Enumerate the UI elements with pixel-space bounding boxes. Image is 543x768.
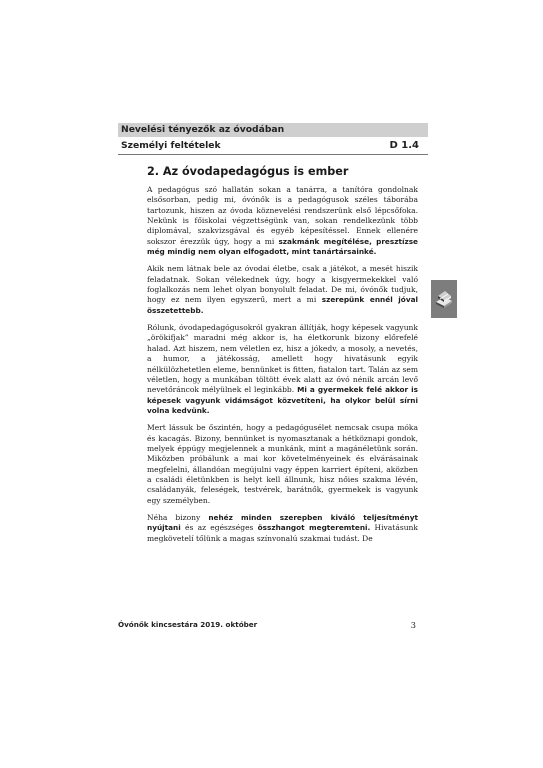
paragraph [147,423,418,506]
emphasis-text: Mi a gyermekek felé akkor is képesek vagyunk vidámságot közvetíteni, ha olykor belül sírni volna kedvünk. [147,385,419,415]
paragraph-text: A pedagógus szó hallatán sokan a tanárra, a tanítóra gondolnak elsősorban, pedig mi, óvónők is a pedagógusok széles táborába tartozunk, hiszen az óvoda köznevelési rendszerünk első lépcsőfoka. Nekünk is főiskolai végzettségünk van, sokan rendelkezünk több diplomával, szakvizsgával és egyéb képesítéssel. Ennek ellenére sokszor érezzük úgy, hogy a mi [147,185,418,246]
section-subtitle: Személyi feltételek [121,140,221,151]
page-number: 3 [410,620,416,630]
side-tab [431,280,457,318]
header-rule [118,154,428,155]
emphasis-text: szerepünk ennél jóval összetettebb. [147,295,419,315]
footer-publication: Óvónők kincsestára 2019. október [118,620,258,629]
paragraph [147,185,418,257]
body-text [147,185,418,544]
section-code: D 1.4 [389,140,419,151]
paragraph [147,323,418,416]
paragraph [147,264,418,316]
paragraph-gap [147,506,418,513]
paragraph-text: és az egészséges [180,523,258,533]
emphasis-text: szakmánk megítélése, presztízse még mindig nem olyan elfogadott, mint tanártársainké. [147,236,418,257]
chapter-title: 2. Az óvodapedagógus is ember [147,165,349,178]
paragraph-text: Rólunk, óvodapedagógusokról gyakran állítják, hogy képesek vagyunk „örökifjak” maradni még akkor is, ha életkorunk bizony előrefelé halad. Azt hiszem, nem véletlen ez, hisz a jókedv, a mosoly, a nevetés, a humor, a játékosság, amellett hogy hivatásunk egyik nélkülözhetetlen eleme, bennünket is fitten, fiatalon tart. Talán az sem véletlen, hogy a munkában töltött évek alatt az óvó nénik arcán levő nevetőráncok mélyülnek el leginkább. [147,323,418,395]
paragraph-gap [147,316,418,323]
paragraph-gap [147,257,418,264]
book-stack-icon [434,288,454,310]
paragraph-text: Hivatásunk megkövetelí tőlünk a magas színvonalú szakmai tudást. De [147,523,418,543]
paragraph-text: Akik nem látnak bele az óvodai életbe, csak a játékot, a mesét hiszik feladatnak. Sokan vélekednek úgy, hogy a kisgyermekekkel való foglalkozás nem lehet olyan bonyolult feladat. De mi, óvónők tudjuk, hogy ez nem ilyen egyszerű, mert a mi [147,264,418,305]
paragraph-text: Mert lássuk be őszintén, hogy a pedagógusélet nemcsak csupa móka és kacagás. Bizony, bennünket is nyomasztanak a hétköznapi gondok, melyek éppúgy megjelennek a munkánk, mint a magánéletünk során. Miközben próbálunk a mai kor követelményeinek és elvárásainak megfelelni, állandóan megújulni vagy éppen karriert építeni, aközben a családi életünkben is helyt kell állnunk, hisz nőies szakma lévén, családanyák, feleségek, testvérek, barátnők, gyermekek is vagyunk egy személyben. [147,423,418,505]
paragraph-gap [147,416,418,423]
emphasis-text: összhangot megteremteni. [257,523,371,533]
section-title: Nevelési tényezők az óvodában [121,124,285,135]
paragraph-text: Néha bizony [147,512,209,522]
emphasis-text: nehéz minden szerepben kiváló teljesítményt nyújtani [147,512,418,533]
paragraph [147,513,418,544]
